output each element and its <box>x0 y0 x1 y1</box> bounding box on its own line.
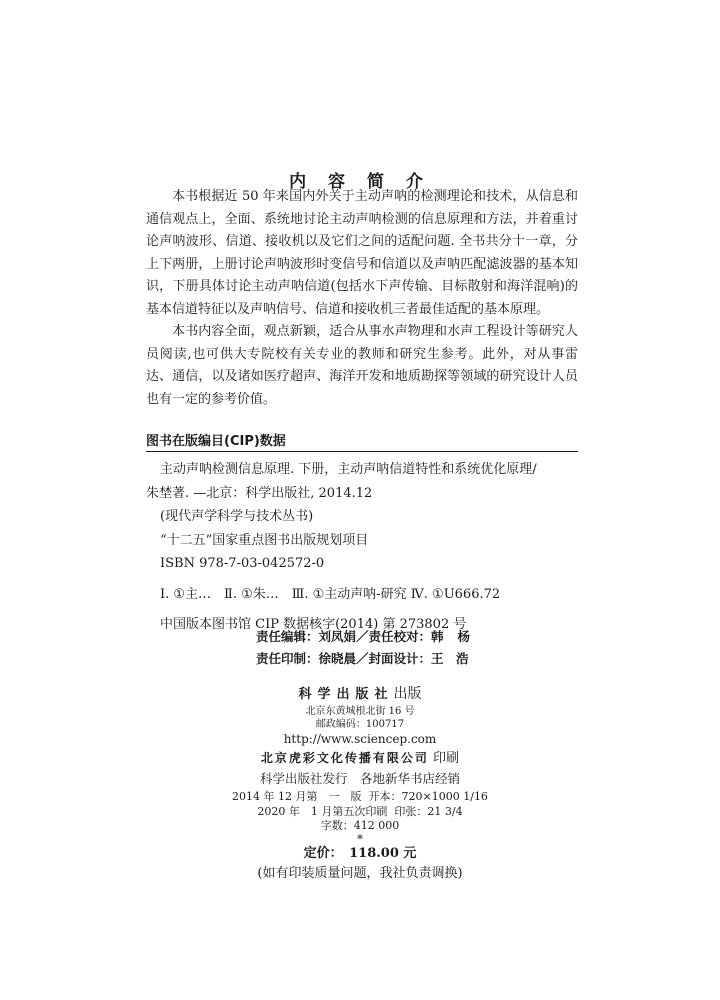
page-title: 内 容 简 介 <box>289 172 431 192</box>
publisher-website: http://www.sciencep.com <box>283 732 437 746</box>
quality-note: (如有印装质量问题，我社负责调换) <box>257 865 463 881</box>
abstract-paragraph-2: 本书内容全面，观点新颖，适合从事水声物理和水声工程设计等研究人员阅读,也可供大专院校有关专业的教师和研究生参考。此外，对从事雷达、通信，以及诸如医疗超声、海洋开发和地质勘探等领域的研究设计人员也有一定的参考价值。 <box>146 324 578 407</box>
publisher-address: 北京东黄城根北街 16 号 <box>305 706 415 717</box>
cip-classification: Ⅰ. ①主… Ⅱ. ①朱… Ⅲ. ①主动声呐-研究 Ⅳ. ①U666.72 <box>160 586 501 602</box>
cip-heading: 图书在版编目(CIP)数据 <box>146 434 286 449</box>
cip-block <box>146 458 580 637</box>
staff-credits <box>256 626 470 670</box>
abstract <box>146 186 578 411</box>
edition-block <box>0 790 720 884</box>
staff-line-printing: 责任印制：徐晓晨／封面设计：王 浩 <box>256 651 469 666</box>
staff-proofreader-surname: 杨 <box>457 629 471 644</box>
abstract-paragraph-1: 本书根据近 50 年来国内外关于主动声呐的检测理论和技术，从信息和通信观点上，全面、系统地讨论主动声呐检测的信息原理和方法，并着重讨论声呐波形、信道、接收机以及它们之间的适配问题. 全书共分十一章，分上下两册，上册讨论声呐波形时变信号和信道以及声呐匹配滤波器的基本知识，下册具体讨论主动声呐信道(包括水下声传输、目标散射和海洋混响)的基本信道特征以及声呐信号、信道和接收机三者最佳适配的基本原理。 <box>146 189 578 317</box>
cip-record-number: 中国版本图书馆 CIP 数据核字(2014) 第 273802 号 <box>160 617 467 632</box>
publisher-suffix: 出版 <box>393 686 422 702</box>
publisher-postcode: 邮政编码：100717 <box>315 719 405 730</box>
cip-divider <box>146 451 578 452</box>
distribution-line: 科学出版社发行 各地新华书店经销 <box>259 771 460 786</box>
edition-row-2 <box>0 805 720 820</box>
staff-editors-text: 责任编辑：刘凤娟／责任校对：韩 <box>256 629 444 644</box>
staff-line-editors <box>256 626 470 648</box>
edition-row-1 <box>0 790 720 805</box>
word-count: 字数：412 000 <box>320 819 400 832</box>
cip-series: (现代声学科学与技术丛书) <box>160 509 314 524</box>
publisher-line <box>0 684 720 705</box>
first-edition-date: 2014 年 12 月第 一 版 <box>232 790 362 803</box>
book-format: 开本：720×1000 1/16 <box>368 790 488 803</box>
printer-suffix: 印刷 <box>433 751 460 766</box>
printer-line <box>0 748 720 769</box>
price: 定价： 118.00 元 <box>303 845 417 861</box>
cip-project: “十二五”国家重点图书出版规划项目 <box>160 532 369 548</box>
publisher-name: 科学出版社 <box>298 687 394 702</box>
print-run-date: 2020 年 1 月第五次印刷 <box>257 804 388 818</box>
cip-title-line: 主动声呐检测信息原理. 下册，主动声呐信道特性和系统优化原理/ <box>160 462 537 477</box>
separator-star: * <box>357 831 363 846</box>
cip-isbn: ISBN 978-7-03-042572-0 <box>160 556 325 571</box>
imprint-block <box>0 684 720 789</box>
cip-author-line: 朱埜著. —北京：科学出版社, 2014.12 <box>146 485 373 501</box>
printed-sheets: 印张：21 3/4 <box>394 804 463 818</box>
printer-name: 北京虎彩文化传播有限公司 <box>260 751 429 765</box>
